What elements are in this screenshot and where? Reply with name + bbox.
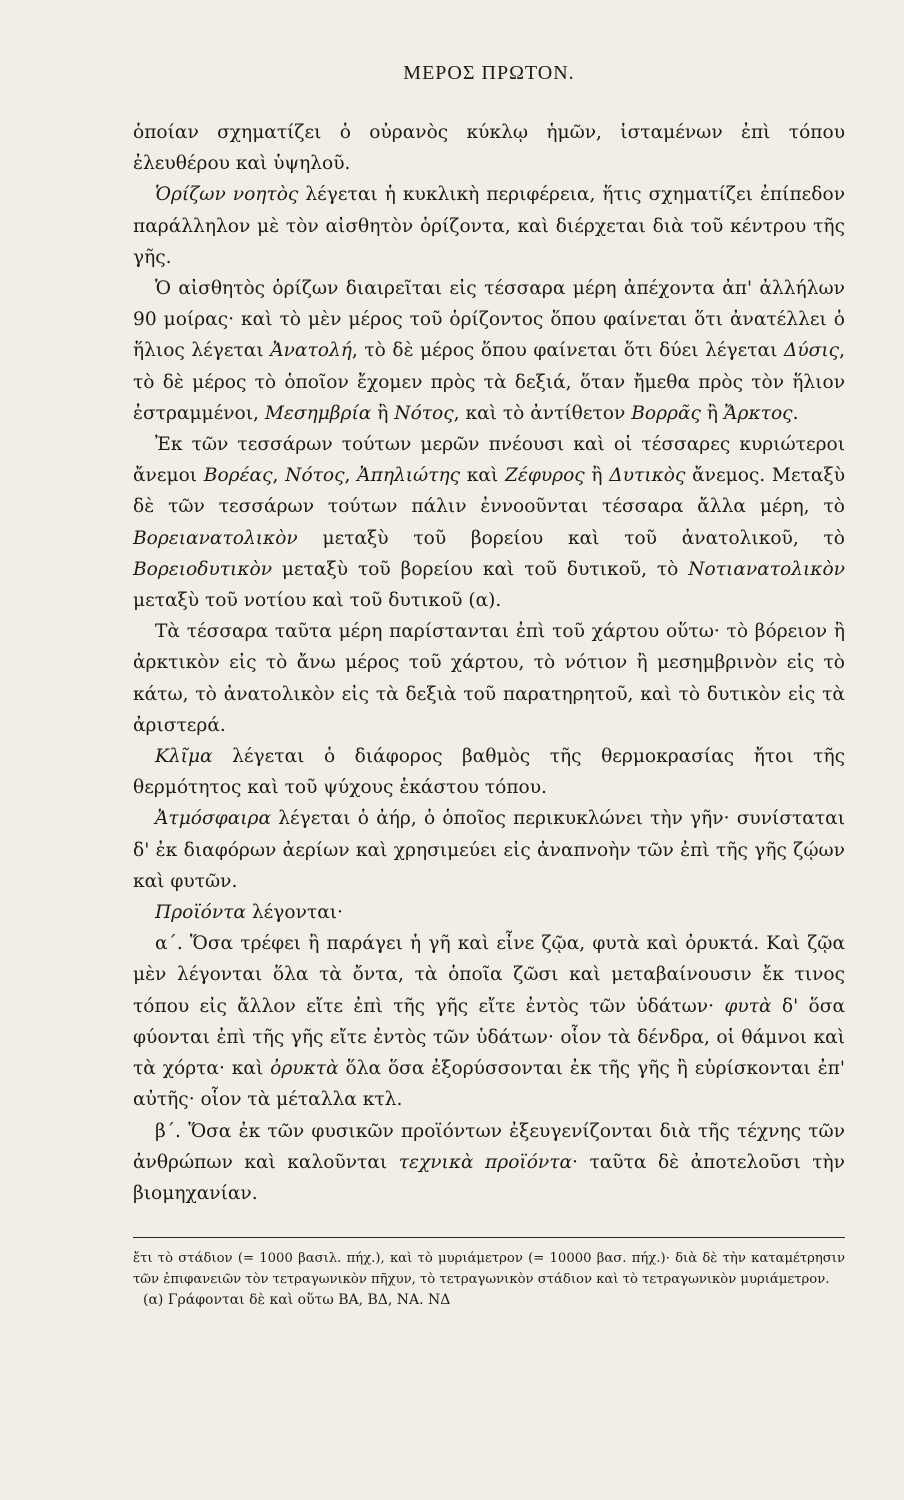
italic-term: Ζέφυρος [504,465,585,487]
text-run: καὶ [460,465,505,487]
text-run: δ' ὅσα φύονται ἐπὶ τῆς γῆς εἴτε ἐντὸς τῶν ὑδάτων· οἷον τὰ δένδρα, οἱ θάμνοι καὶ τὰ χόρτα· καὶ [133,995,846,1080]
italic-term: Ὁρίζων νοητὸς [155,184,299,206]
text-run: μεταξὺ τοῦ βορείου καὶ τοῦ ἀνατολικοῦ, τὸ [297,527,845,549]
text-run: . [792,402,799,424]
text-run: Τὰ τέσσαρα ταῦτα μέρη παρίστανται ἐπὶ τοῦ χάρτου οὕτω· τὸ βόρειον ἢ ἀρκτικὸν εἰς τὸ ἄνω μέρος τοῦ χάρτου, τὸ νότιον ἢ μεσημβρινὸν εἰς τὸ κάτω, τὸ ἀνατολικὸν εἰς τὰ δεξιὰ τοῦ παρατηρητοῦ, καὶ τὸ δυτικὸν εἰς τὰ ἀριστερά. [133,621,845,736]
text-run: μεταξὺ τοῦ βορείου καὶ τοῦ δυτικοῦ, τὸ [272,558,689,580]
italic-term: Ἀτμόσφαιρα [155,808,272,830]
text-run: α΄. Ὅσα τρέφει ἢ παράγει ἡ γῆ καὶ εἶνε ζῷα, φυτὰ καὶ ὀρυκτά. Καὶ ζῷα μὲν λέγονται ὅλα τὰ ὄντα, τὰ ὁποῖα ζῶσι καὶ μεταβαίνουσιν ἔκ τινος τόπου εἰς ἄλλον εἴτε ἐπὶ τῆς γῆς εἴτε ἐντὸς τῶν ὑδάτων· [133,933,845,1017]
italic-term: Βορέας [203,465,273,487]
italic-term: Προϊόντα [155,902,246,924]
italic-term: Νότος [285,465,345,487]
italic-term: ὀρυκτὰ [270,1058,339,1080]
text-run: , τὸ δὲ μέρος τὸ ὁποῖον ἔχομεν πρὸς τὰ δεξιά, ὅταν ἤμεθα πρὸς τὸν ἥλιον ἐστραμμένοι, [133,340,845,424]
footnote-divider [133,1237,845,1238]
page-title: ΜΕΡΟΣ ΠΡΩΤΟΝ. [403,62,575,84]
paragraph-7 [133,803,845,897]
paragraph-1 [133,117,845,179]
text-run: ἄνεμος. Μεταξὺ δὲ τῶν τεσσάρων τούτων πάλιν ἐννοοῦνται τέσσαρα ἄλλα μέρη, τὸ [133,465,845,518]
footnote-continuation: ἔτι τὸ στάδιον (= 1000 βασιλ. πήχ.), καὶ τὸ μυριάμετρον (= 10000 βασ. πήχ.)· διὰ δὲ τὴν καταμέτρησιν τῶν ἐπιφανειῶν τὸν τετραγωνικὸν πῆχυν, τὸ τετραγωνικὸν στάδιον καὶ τὸ τετραγωνικὸν μυριάμετρον. [133,1251,845,1288]
paragraph-9 [133,928,845,1115]
footnote-a: (α) Γράφονται δὲ καὶ οὕτω ΒΑ, ΒΔ, ΝΑ. ΝΔ [143,1292,451,1309]
text-run: ἢ [700,402,724,424]
italic-term: Βορειοδυτικὸν [133,558,273,580]
text-run: , τὸ δὲ μέρος ὅπου φαίνεται ὅτι δύει λέγεται [351,340,784,362]
text-run: · ταῦτα δὲ ἀποτελοῦσι τὴν βιομηχανίαν. [133,1151,845,1204]
italic-term: Βορρᾶς [631,402,701,424]
italic-term: τεχνικὰ προϊόντα [398,1151,573,1173]
italic-term: Δυτικὸς [609,465,686,487]
text-run: λέγεται ἡ κυκλικὴ περιφέρεια, ἥτις σχηματίζει ἐπίπεδον παράλληλον μὲ τὸν αἰσθητὸν ὁρίζοντα, καὶ διέρχεται διὰ τοῦ κέντρου τῆς γῆς. [133,184,845,268]
paragraph-6 [133,741,845,803]
page [133,62,845,1311]
text-run: ἢ [371,402,395,424]
text-run: λέγεται ὁ διάφορος βαθμὸς τῆς θερμοκρασίας ἤτοι τῆς θερμότητος καὶ τοῦ ψύχους ἑκάστου τόπου. [133,746,845,799]
text-run: ὅλα ὅσα ἐξορύσσονται ἐκ τῆς γῆς ἢ εὑρίσκονται ἐπ' αὐτῆς· οἷον τὰ μέταλλα κτλ. [133,1058,845,1111]
italic-term: Ἄρκτος [723,402,793,424]
italic-term: Κλῖμα [155,746,213,768]
italic-term: Βορειανατολικὸν [133,527,298,549]
text-run: , [272,465,286,487]
text-run: , [344,465,358,487]
paragraph-5 [133,616,845,741]
text-run: μεταξὺ τοῦ νοτίου καὶ τοῦ δυτικοῦ (α). [133,590,502,612]
body-text [133,117,845,1209]
paragraph-4 [133,429,845,616]
italic-term: Νότος [394,402,454,424]
paragraph-8 [133,897,845,928]
text-run: , καὶ τὸ ἀντίθετον [453,402,632,424]
text-run: ἢ [584,465,610,487]
italic-term: Ἀνατολή [270,340,352,362]
paragraph-2 [133,179,845,273]
italic-term: Ἀπηλιώτης [357,465,461,487]
text-run: Ἐκ τῶν τεσσάρων τούτων μερῶν πνέουσι καὶ οἱ τέσσαρες κυριώτεροι ἄνεμοι [133,434,845,487]
paragraph-3 [133,273,845,429]
italic-term: Μεσημβρία [264,402,372,424]
italic-term: φυτὰ [724,995,772,1017]
text-run: Ὁ αἰσθητὸς ὁρίζων διαιρεῖται εἰς τέσσαρα μέρη ἀπέχοντα ἀπ' ἀλλήλων 90 μοίρας· καὶ τὸ μὲν μέρος τοῦ ὁρίζοντος ὅπου φαίνεται ὅτι ἀνατέλλει ὁ ἥλιος λέγεται [133,278,845,362]
italic-term: Δύσις [783,340,840,362]
text-run: β΄. Ὅσα ἐκ τῶν φυσικῶν προϊόντων ἐξευγενίζονται διὰ τῆς τέχνης τῶν ἀνθρώπων καὶ καλοῦνται [133,1120,845,1173]
italic-term: Νοτιανατολικὸν [688,558,845,580]
text-run: λέγεται ὁ ἀήρ, ὁ ὁποῖος περικυκλώνει τὴν γῆν· συνίσταται δ' ἐκ διαφόρων ἀερίων καὶ χρησιμεύει εἰς ἀναπνοὴν τῶν ἐπὶ τῆς γῆς ζῴων καὶ φυτῶν. [133,808,845,892]
footnotes [133,1248,845,1311]
paragraph-10 [133,1116,845,1210]
text-run: ὁποίαν σχηματίζει ὁ οὐρανὸς κύκλῳ ἡμῶν, ἱσταμένων ἐπὶ τόπου ἐλευθέρου καὶ ὑψηλοῦ. [133,122,845,175]
text-run: λέγονται· [245,902,343,924]
